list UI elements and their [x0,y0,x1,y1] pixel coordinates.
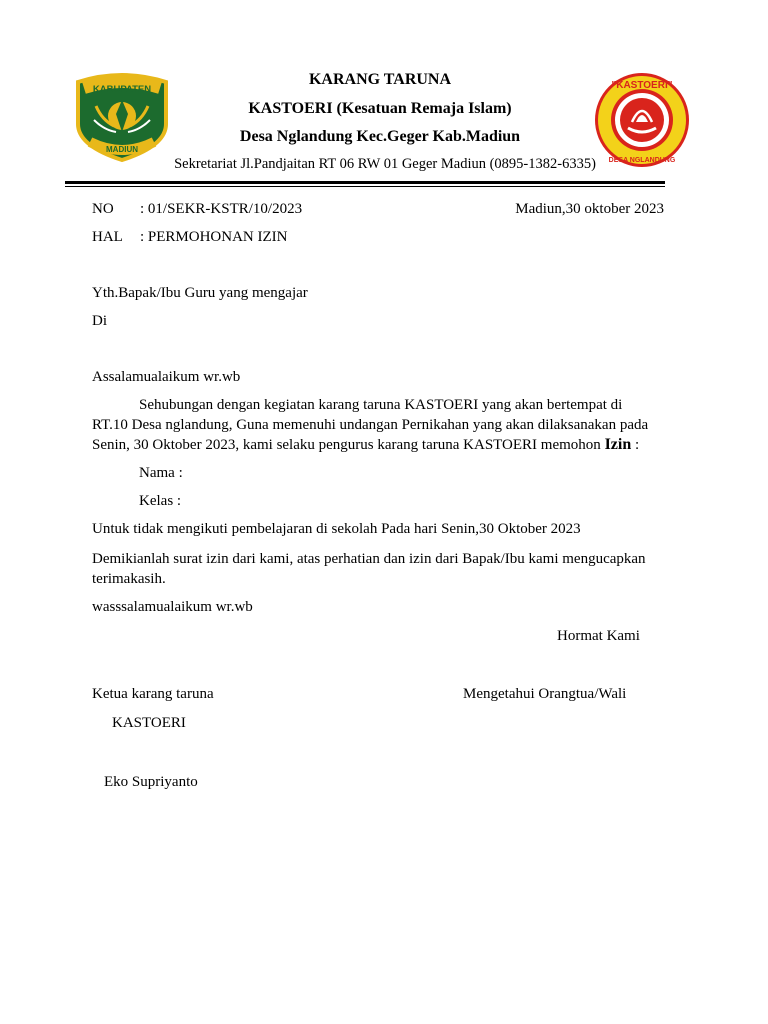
recipient-di: Di [92,313,107,329]
body-main-text: Sehubungan dengan kegiatan karang taruna KASTOERI yang akan bertempat di RT.10 Desa nglandung, Guna memenuhi undangan Pernikahan yang akan dilaksanakan pada Senin, 30 Oktober 2023, kami selaku pengurus karang taruna KASTOERI memohon [92,397,649,453]
logo-left-bottom-text: MADIUN [106,145,138,154]
greeting: Assalamualaikum wr.wb [92,369,241,385]
signature-left-org: KASTOERI [112,715,186,731]
hal-label: HAL [92,229,123,245]
letter-subject: : PERMOHONAN IZIN [140,229,288,245]
org-location: Desa Nglandung Kec.Geger Kab.Madiun [239,128,521,145]
izin-word: Izin [604,436,632,453]
hormat-kami: Hormat Kami [557,628,640,644]
farewell: wasssalamualaikum wr.wb [92,599,253,615]
recipient: Yth.Bapak/Ibu Guru yang mengajar [92,285,308,301]
body-paragraph [92,395,654,455]
header-rule-thin [65,186,665,187]
no-label: NO [92,201,114,217]
org-name: KARANG TARUNA [308,71,452,88]
kelas-field-label: Kelas : [139,493,182,509]
kabupaten-madiun-logo [72,72,172,162]
logo-right-bottom-text: DESA NGLANDUNG [608,157,676,164]
letter-number: : 01/SEKR-KSTR/10/2023 [140,201,303,217]
signature-left-title: Ketua karang taruna [92,686,214,702]
signature-left-name: Eko Supriyanto [104,774,198,790]
org-address: Sekretariat Jl.Pandjaitan RT 06 RW 01 Geger Madiun (0895-1382-6335) [174,156,596,172]
closing-paragraph: Demikianlah surat izin dari kami, atas perhatian dan izin dari Bapak/Ibu kami mengucapkan terimakasih. [92,551,646,587]
logo-left-top-text: KABUPATEN [92,84,152,95]
letter-date: Madiun,30 oktober 2023 [515,201,664,217]
nama-field-label: Nama : [139,465,183,481]
izin-colon: : [631,437,640,453]
header-rule-thick [65,181,665,184]
signature-right-title: Mengetahui Orangtua/Wali [463,686,627,702]
org-full-name: KASTOERI (Kesatuan Remaja Islam) [248,100,512,117]
logo-right-top-text: "KASTOERI" [611,80,673,91]
absence-text: Untuk tidak mengikuti pembelajaran di sekolah Pada hari Senin,30 Oktober 2023 [92,521,581,537]
